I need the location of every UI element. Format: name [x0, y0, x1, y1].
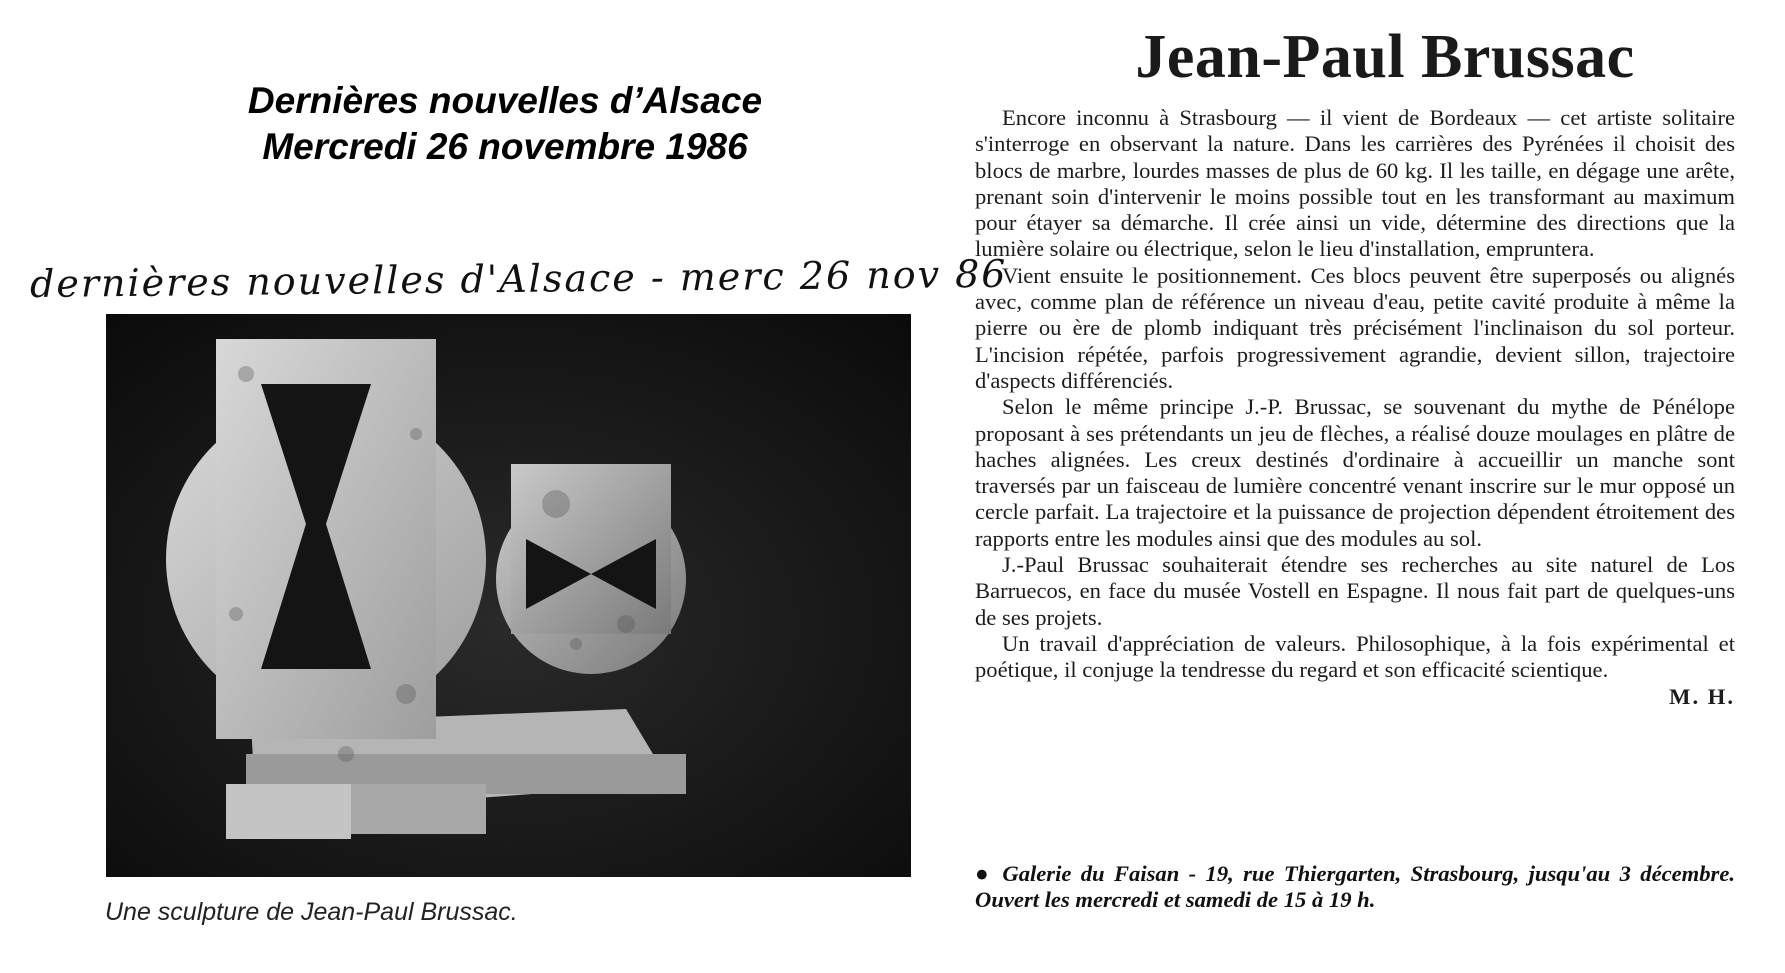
header-date: Mercredi 26 novembre 1986 [262, 126, 748, 167]
exhibition-info [975, 861, 1735, 914]
article-paragraph: Vient ensuite le positionnement. Ces blocs peuvent être superposés ou alignés avec, comme plan de référence un niveau d'eau, petite cavité produite à même la pierre ou ère de plomb indiquant très précisément l'inclinaison du sol porteur. L'incision répétée, parfois progressivement agrandie, devient sillon, trajectoire d'aspects différenciés. [975, 262, 1735, 393]
handwritten-note: dernières nouvelles d'Alsace - merc 26 nov 86 [29, 251, 1008, 306]
article-body [975, 105, 1735, 710]
exhibition-info-text: Galerie du Faisan - 19, rue Thiergarten, Strasbourg, jusqu'au 3 décembre. Ouvert les mercredi et samedi de 15 à 19 h. [975, 861, 1735, 913]
bullet-icon: ● [975, 861, 993, 886]
article-paragraph: J.-Paul Brussac souhaiterait étendre ses recherches au site naturel de Los Barruecos, en face du musée Vostell en Espagne. Il nous fait part de quelques-uns de ses projets. [975, 552, 1735, 630]
sculpture-illustration [106, 314, 911, 877]
article-paragraph: Encore inconnu à Strasbourg — il vient de Bordeaux — cet artiste solitaire s'interroge en observant la nature. Dans les carrières des Pyrénées il choisit des blocs de marbre, lourdes masses de plus de 60 kg. Il les taille, en dégage une arête, prenant soin d'intervenir le moins possible tout en les transformant au maximum pour étayer sa démarche. Il crée ainsi un vide, détermine des directions que la lumière solaire ou électrique, selon le lieu d'installation, empruntera. [975, 105, 1735, 262]
article-title: Jean-Paul Brussac [1135, 23, 1635, 91]
header-publication: Dernières nouvelles d’Alsace [247, 80, 763, 121]
article-paragraph: Selon le même principe J.-P. Brussac, se souvenant du mythe de Pénélope proposant à ses prétendants un jeu de flèches, a réalisé douze moulages en plâtre de haches alignées. Les creux destinés d'ordinaire à accueillir un manche sont traversés par un faisceau de lumière concentré venant inscrire sur le mur opposé un cercle parfait. La trajectoire et la puissance de projection dépendent étroitement des rapports entre les modules ainsi que des modules au sol. [975, 394, 1735, 551]
photo-caption: Une sculpture de Jean-Paul Brussac. [105, 898, 518, 926]
author-signature: M. H. [1669, 683, 1735, 709]
signature-row [975, 684, 1735, 710]
article-paragraph: Un travail d'appréciation de valeurs. Philosophique, à la fois expérimental et poétique, il conjuge la tendresse du regard et son efficacité scientique. [975, 630, 1735, 683]
sculpture-photo [106, 314, 911, 877]
